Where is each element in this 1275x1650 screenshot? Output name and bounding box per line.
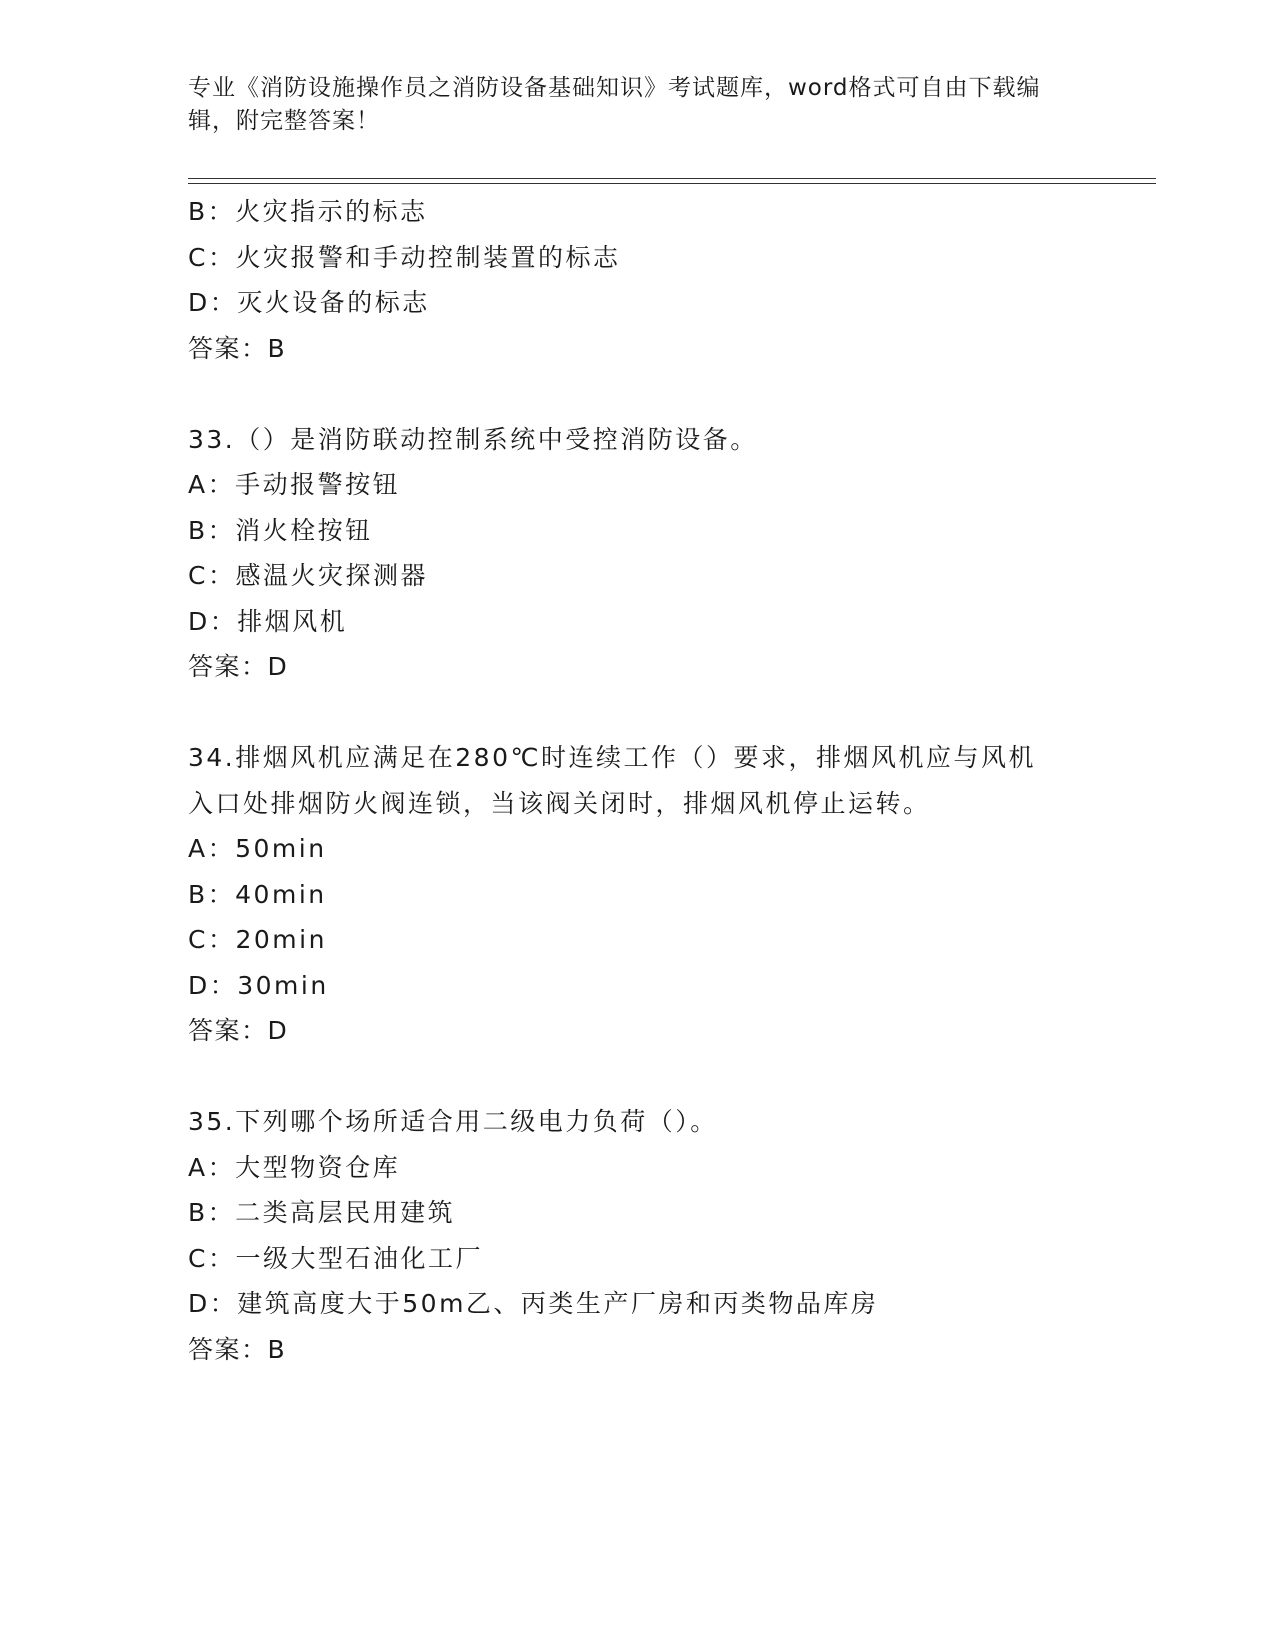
- question-34: [188, 735, 1088, 1054]
- answer: 答案：D: [188, 1016, 289, 1045]
- header-divider-bottom: [188, 183, 1156, 184]
- answer: 答案：B: [188, 1334, 287, 1364]
- option-c: C：感温火灾探测器: [188, 561, 428, 590]
- option-b: B：二类高层民用建筑: [188, 1198, 456, 1227]
- question-stem-continued: 入口处排烟防火阀连锁，当该阀关闭时，排烟风机停止运转。: [188, 788, 931, 818]
- option-b: B：火灾指示的标志: [188, 197, 428, 226]
- option-c: C：20min: [188, 925, 327, 954]
- option-d: D：排烟风机: [188, 606, 348, 636]
- header-line-2: 辑，附完整答案！: [188, 108, 380, 134]
- question-stem: 35.下列哪个场所适合用二级电力负荷（）。: [188, 1107, 718, 1136]
- question-content: [188, 189, 1088, 1372]
- answer: 答案：B: [188, 333, 287, 363]
- option-c: C：一级大型石油化工厂: [188, 1243, 483, 1273]
- header-line-1: 专业《消防设施操作员之消防设备基础知识》考试题库，word格式可自由下载编: [188, 75, 1041, 101]
- option-b: B：40min: [188, 879, 327, 909]
- option-c: C：火灾报警和手动控制装置的标志: [188, 242, 621, 272]
- header-divider-top: [188, 178, 1156, 179]
- option-a: A：手动报警按钮: [188, 470, 401, 499]
- document-header: [188, 72, 1068, 138]
- spacer: [188, 690, 1088, 736]
- spacer: [188, 1054, 1088, 1100]
- question-35: [188, 1099, 1088, 1372]
- option-a: A：50min: [188, 834, 327, 863]
- question-33: [188, 417, 1088, 690]
- option-d: D：30min: [188, 970, 329, 1000]
- option-d: D：灭火设备的标志: [188, 288, 430, 317]
- option-d: D：建筑高度大于50m乙、丙类生产厂房和丙类物品库房: [188, 1289, 879, 1318]
- question-stem: 34.排烟风机应满足在280℃时连续工作（）要求，排烟风机应与风机: [188, 743, 1037, 772]
- spacer: [188, 371, 1088, 417]
- question-32-continued: [188, 189, 1088, 371]
- answer: 答案：D: [188, 652, 289, 681]
- question-stem: 33.（）是消防联动控制系统中受控消防设备。: [188, 424, 758, 454]
- option-b: B：消火栓按钮: [188, 515, 373, 545]
- option-a: A：大型物资仓库: [188, 1152, 401, 1182]
